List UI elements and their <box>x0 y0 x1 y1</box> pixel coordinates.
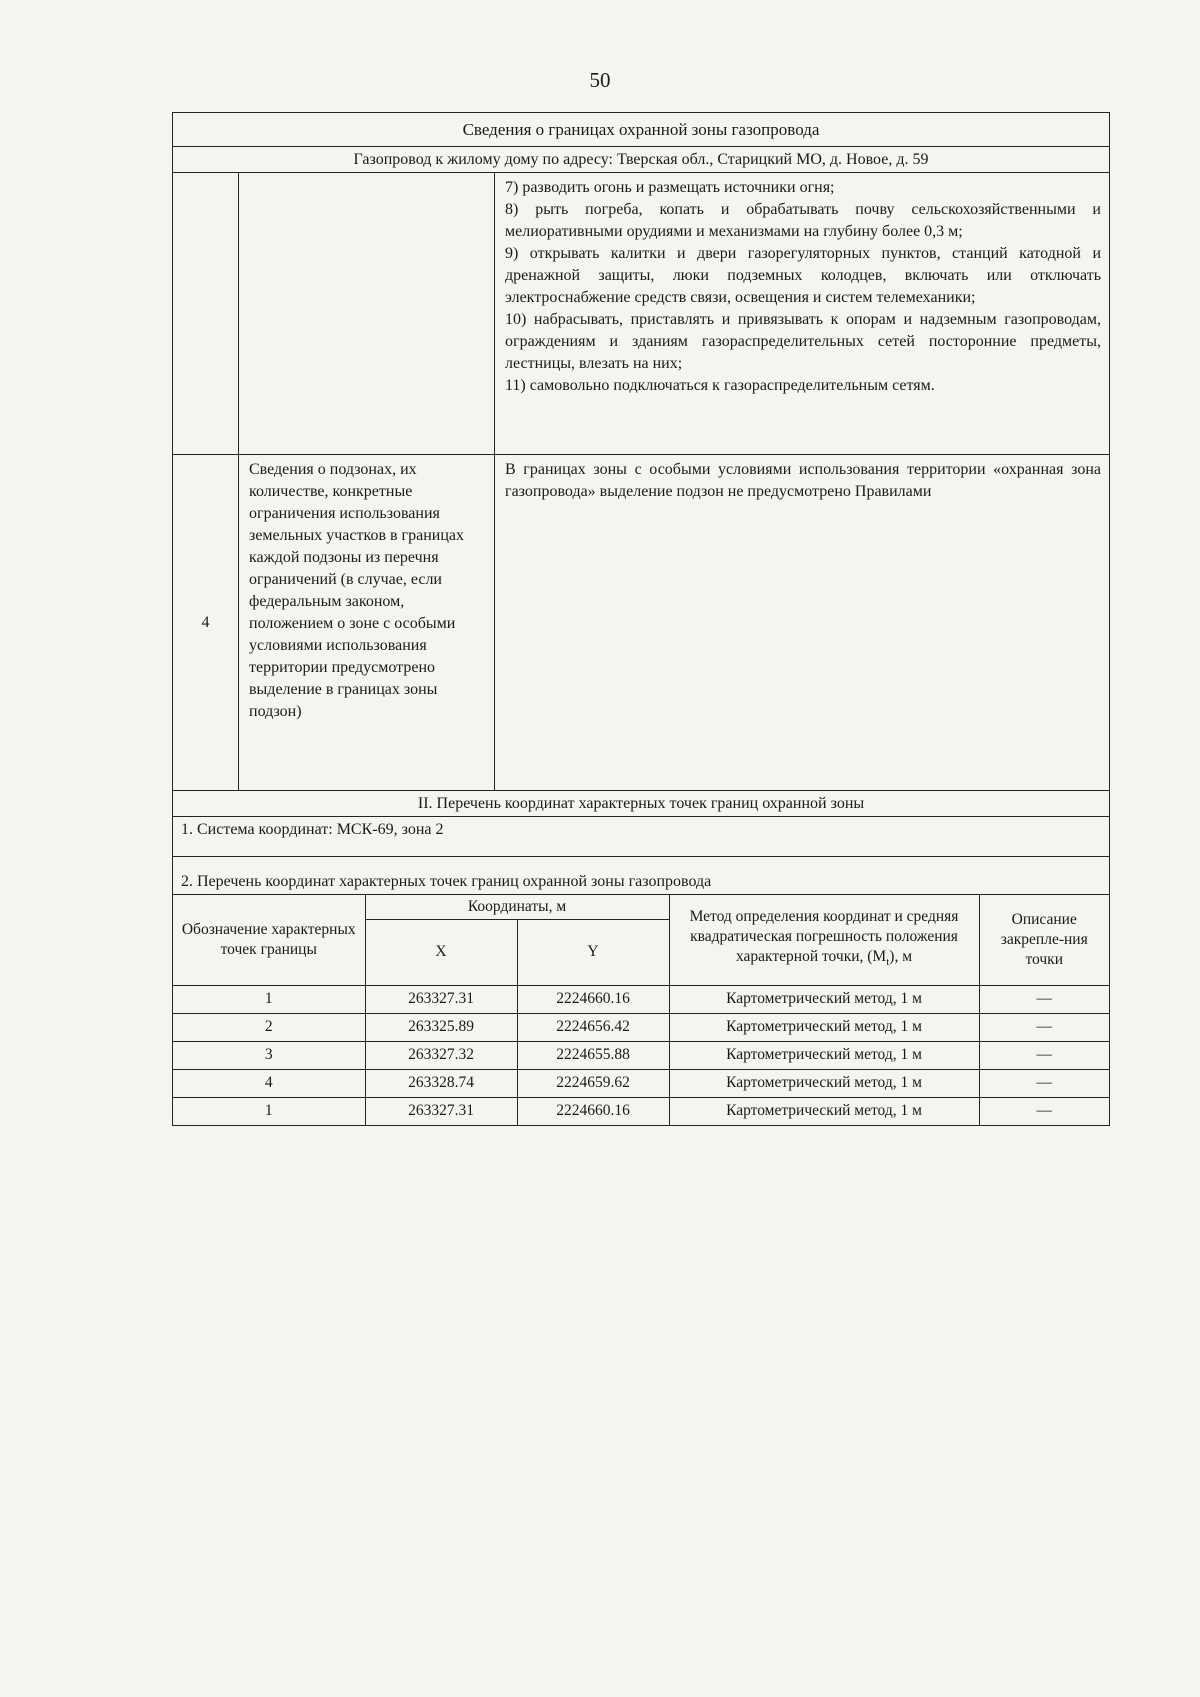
cell-point: 1 <box>173 1097 365 1125</box>
cell-point: 2 <box>173 1013 365 1041</box>
page-number: 50 <box>589 68 611 92</box>
cell-y: 2224660.16 <box>517 985 669 1013</box>
row-name-cell <box>239 173 495 454</box>
subzones-label: Сведения о подзонах, их количестве, конкретные ограничения использования земельных участков в границах каждой подзоны из перечня ограничений (в случае, если федеральным законом, положением о зоне с особыми условиями использования территории предусмотрено выделение в границах зоны подзон) <box>239 455 495 790</box>
restrictions-row <box>173 173 1109 455</box>
restriction-line: 10) набрасывать, приставлять и привязывать к опорам и надземным газопроводам, ограждениям и зданиям газораспределительных сетей посторонние предметы, лестницы, влезать на них; <box>505 311 1101 372</box>
coordinates-table <box>173 895 1109 1125</box>
cell-description: — <box>979 1041 1109 1069</box>
document-subtitle: Газопровод к жилому дому по адресу: Тверская обл., Старицкий МО, д. Новое, д. 59 <box>173 147 1109 173</box>
cell-description: — <box>979 985 1109 1013</box>
restriction-line: 9) открывать калитки и двери газорегуляторных пунктов, станций катодной и дренажной защиты, люки подземных колодцев, включать или отключать электроснабжение средств связи, освещения и систем телемеханики; <box>505 245 1101 306</box>
cell-x: 263328.74 <box>365 1069 517 1097</box>
cell-x: 263327.31 <box>365 985 517 1013</box>
cell-point: 3 <box>173 1041 365 1069</box>
table-row <box>173 1041 1109 1069</box>
cell-x: 263327.32 <box>365 1041 517 1069</box>
cell-x: 263327.31 <box>365 1097 517 1125</box>
section2-title: II. Перечень координат характерных точек границ охранной зоны <box>173 791 1109 817</box>
cell-y: 2224660.16 <box>517 1097 669 1125</box>
restriction-line: 8) рыть погреба, копать и обрабатывать почву сельскохозяйственными и мелиоративными орудиями и механизмами на глубину более 0,3 м; <box>505 201 1101 240</box>
cell-x: 263325.89 <box>365 1013 517 1041</box>
cell-method: Картометрический метод, 1 м <box>669 1097 979 1125</box>
restriction-line: 11) самовольно подключаться к газораспределительным сетям. <box>505 377 935 394</box>
header-x: X <box>365 919 517 985</box>
cell-method: Картометрический метод, 1 м <box>669 1069 979 1097</box>
header-y: Y <box>517 919 669 985</box>
table-row <box>173 985 1109 1013</box>
cell-y: 2224655.88 <box>517 1041 669 1069</box>
header-description: Описание закрепле-ния точки <box>979 895 1109 985</box>
cell-point: 4 <box>173 1069 365 1097</box>
restriction-line: 7) разводить огонь и размещать источники огня; <box>505 179 835 196</box>
header-coords: Координаты, м <box>365 895 669 919</box>
cell-y: 2224659.62 <box>517 1069 669 1097</box>
table-row <box>173 1069 1109 1097</box>
zone-document <box>172 112 1110 1126</box>
cell-point: 1 <box>173 985 365 1013</box>
subzones-text: В границах зоны с особыми условиями использования территории «охранная зона газопровода» выделение подзон не предусмотрено Правилами <box>505 461 1101 500</box>
cell-description: — <box>979 1069 1109 1097</box>
coord-list-title: 2. Перечень координат характерных точек границ охранной зоны газопровода <box>173 857 1109 895</box>
coord-system: 1. Система координат: МСК-69, зона 2 <box>173 817 1109 857</box>
table-row <box>173 1097 1109 1125</box>
cell-method: Картометрический метод, 1 м <box>669 1041 979 1069</box>
header-point: Обозначение характерных точек границы <box>173 895 365 985</box>
row-number-cell <box>173 173 239 454</box>
cell-description: — <box>979 1013 1109 1041</box>
restrictions-text <box>495 173 1109 454</box>
document-title: Сведения о границах охранной зоны газопровода <box>173 113 1109 147</box>
cell-description: — <box>979 1097 1109 1125</box>
cell-method: Картометрический метод, 1 м <box>669 1013 979 1041</box>
table-row <box>173 1013 1109 1041</box>
subzones-number: 4 <box>173 455 239 790</box>
cell-y: 2224656.42 <box>517 1013 669 1041</box>
header-method: Метод определения координат и средняя квадратическая погрешность положения характерной точки, $(M_t)$, м <box>669 895 979 985</box>
cell-method: Картометрический метод, 1 м <box>669 985 979 1013</box>
subzones-row <box>173 455 1109 791</box>
